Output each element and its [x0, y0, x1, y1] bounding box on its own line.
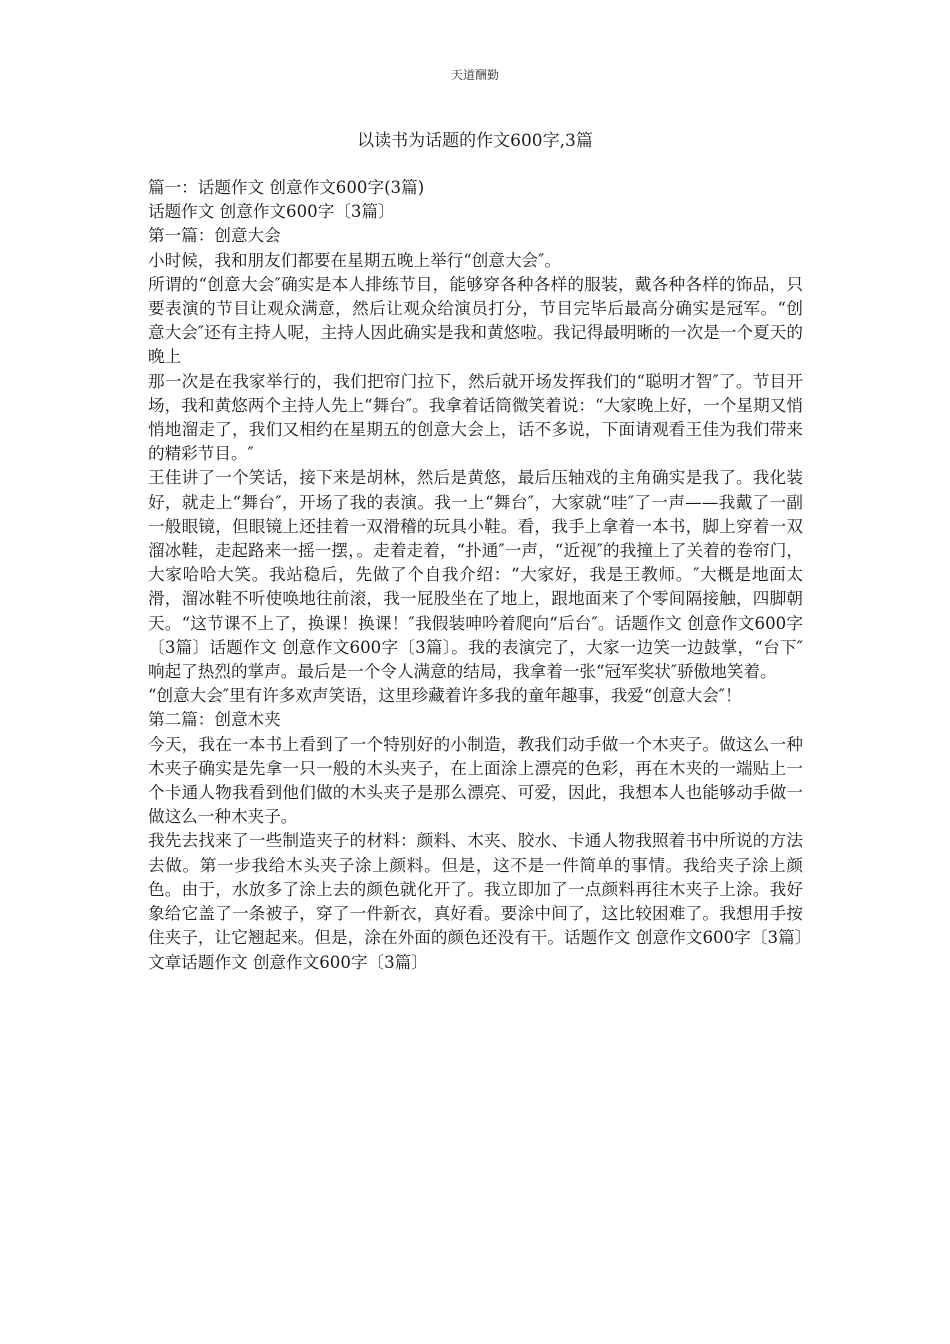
section-heading: 第二篇：创意木夹	[148, 710, 281, 730]
paragraph: 篇一：话题作文 创意作文600字(3篇)	[148, 178, 425, 197]
paragraph: “创意大会″里有许多欢声笑语，这里珍藏着许多我的童年趣事，我爱“创意大会″！	[148, 686, 742, 706]
document-body	[148, 176, 803, 975]
paragraph: 那一次是在我家举行的，我们把帘门拉下，然后就开场发挥我们的“聪明才智″了。节目开场，我和黄悠两个主持人先上“舞台″。我拿着话筒微笑着说：“大家晚上好，一个星期又悄悄地溜走了，我们又相约在星期五的创意大会上，话不多说，下面请观看王佳为我们带来的精彩节目。″	[148, 371, 803, 464]
paragraph: 王佳讲了一个笑话，接下来是胡林，然后是黄悠，最后压轴戏的主角确实是我了。我化装好，就走上“舞台″，开场了我的表演。我一上“舞台″，大家就“哇″了一声——我戴了一副一般眼镜，但眼镜上还挂着一双滑稽的玩具小鞋。看，我手上拿着一本书，脚上穿着一双溜冰鞋，走起路来一摇一摆，。走着走着，“扑通″一声，“近视″的我撞上了关着的卷帘门，大家哈哈大笑。我站稳后，先做了个自我介绍：“大家好，我是王教师。″大概是地面太滑，溜冰鞋不听使唤地往前滚，我一屁股坐在了地上，跟地面来了个零间隔接触，四脚朝天。“这节课不上了，换课！换课！″我假装呻吟着爬向“后台″。话题作文 创意作文600字〔3篇〕话题作文 创意作文600字〔3篇〕。我的表演完了，大家一边笑一边鼓掌，“台下″响起了热烈的掌声。最后是一个令人满意的结局，我拿着一张“冠军奖状″骄傲地笑着。	[148, 468, 803, 682]
paragraph: 所谓的“创意大会″确实是本人排练节目，能够穿各种各样的服装，戴各种各样的饰品，只要表演的节目让观众满意，然后让观众给演员打分，节目完毕后最高分确实是冠军。“创意大会″还有主持人呢，主持人因此确实是我和黄悠啦。我记得最明晰的一次是一个夏天的晚上	[148, 274, 803, 367]
section-heading: 第一篇：创意大会	[148, 226, 281, 246]
paragraph: 今天，我在一本书上看到了一个特别好的小制造，教我们动手做一个木夹子。做这么一种木夹子确实是先拿一只一般的木头夹子，在上面涂上漂亮的色彩，再在木夹的一端贴上一个卡通人物我看到他们做的木头夹子是那么漂亮、可爱，因此，我想本人也能够动手做一做这么一种木夹子。	[148, 734, 803, 827]
paragraph: 我先去找来了一些制造夹子的材料：颜料、木夹、胶水、卡通人物我照着书中所说的方法去做。第一步我给木头夹子涂上颜料。但是，这不是一件简单的事情。我给夹子涂上颜色。由于，水放多了涂上去的颜色就化开了。我立即加了一点颜料再往木夹子上涂。我好象给它盖了一条被子，穿了一件新衣，真好看。要涂中间了，这比较困难了。我想用手按住夹子，让它翘起来。但是，涂在外面的颜色还没有干。话题作文 创意作文600字〔3篇〕文章话题作文 创意作文600字〔3篇〕	[148, 831, 803, 972]
paragraph: 话题作文 创意作文600字〔3篇〕	[148, 202, 395, 222]
paragraph: 小时候，我和朋友们都要在星期五晚上举行“创意大会″。	[148, 250, 561, 270]
page-header: 天道酬勤	[450, 68, 499, 82]
document-title: 以读书为话题的作文600字,3篇	[357, 131, 593, 151]
